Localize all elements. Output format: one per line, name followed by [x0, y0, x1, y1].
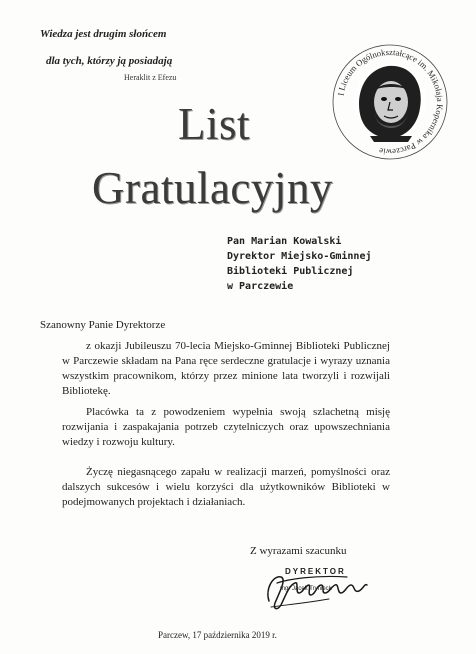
signature-stamp [255, 563, 380, 613]
motto-line-2: dla tych, którzy ją posiadają [46, 55, 173, 67]
body-paragraph-2: Placówka ta z powodzeniem wypełnia swoją szlachetną misję rozwijania i zaspakajania potrzeb czytelniczych oraz upowszechniania wiedzy i rozwoju kultury. [62, 406, 390, 448]
body-paragraph-3: Życzę niegasnącego zapału w realizacji marzeń, pomyślności oraz dalszych sukcesów i wielu korzyści dla użytkowników Biblioteki w podejmowanych projektach i działaniach. [62, 466, 390, 508]
body-paragraph-1: z okazji Jubileuszu 70-lecia Miejsko-Gminnej Biblioteki Publicznej w Parczewie składam na Pana ręce serdeczne gratulacje i wyrazy uznania wszystkim pracownikom, którzy przez minione lata tworzyli i rozwijali Bibliotekę. [62, 340, 390, 397]
handwritten-signature-icon [255, 563, 380, 613]
closing-phrase: Z wyrazami szacunku [250, 545, 347, 557]
motto-line-1: Wiedza jest drugim słońcem [40, 28, 167, 40]
title-line-2: Gratulacyjny [92, 163, 333, 213]
motto-author: Heraklit z Efezu [124, 73, 177, 82]
addressee-line-2: Dyrektor Miejsko-Gminnej [227, 251, 372, 262]
addressee-block [227, 234, 372, 294]
stamp-name: mgr Jacek Trynieck [280, 586, 332, 592]
title-line-1: List [178, 99, 251, 149]
stamp-title: DYREKTOR [285, 567, 346, 576]
place-date: Parczew, 17 października 2019 r. [158, 630, 277, 640]
copernicus-portrait-icon [354, 64, 426, 142]
school-seal-icon [330, 42, 450, 162]
addressee-line-3: Biblioteki Publicznej [227, 266, 354, 277]
salutation: Szanowny Panie Dyrektorze [40, 319, 166, 331]
addressee-name: Pan Marian Kowalski [227, 236, 342, 247]
seal-text: I Liceum Ogólnokształcące im. Mikołaja Kopernika w Parczewie [335, 46, 446, 158]
addressee-line-4: w Parczewie [227, 281, 294, 292]
